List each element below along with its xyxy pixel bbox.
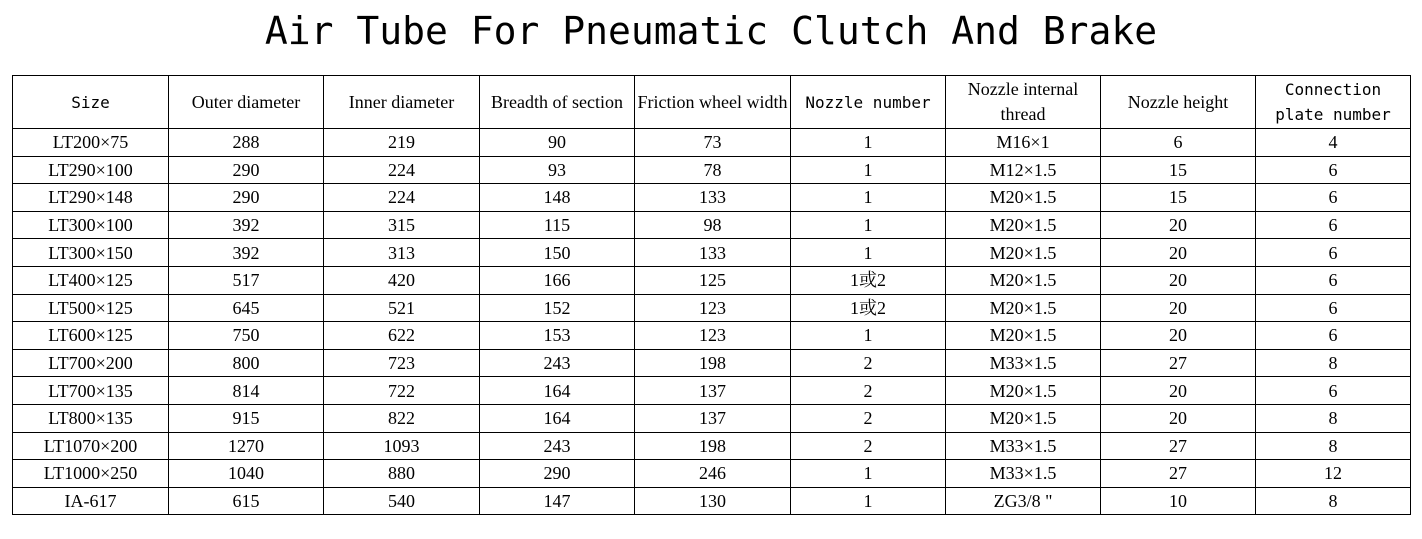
cell-connection-plate-number: 8 — [1256, 432, 1411, 460]
table-row — [13, 432, 1411, 460]
header-nozzle-internal-thread: Nozzle internal thread — [946, 76, 1101, 129]
cell-outer-diameter: 814 — [169, 377, 324, 405]
cell-nozzle-height: 27 — [1101, 349, 1256, 377]
cell-connection-plate-number: 8 — [1256, 487, 1411, 515]
cell-nozzle-internal-thread: M20×1.5 — [946, 184, 1101, 212]
cell-friction-wheel-width: 78 — [635, 156, 791, 184]
table-row — [13, 239, 1411, 267]
cell-nozzle-height: 20 — [1101, 322, 1256, 350]
cell-inner-diameter: 219 — [324, 129, 480, 157]
cell-connection-plate-number: 6 — [1256, 266, 1411, 294]
cell-breadth-of-section: 290 — [480, 460, 635, 488]
cell-connection-plate-number: 8 — [1256, 349, 1411, 377]
cell-connection-plate-number: 12 — [1256, 460, 1411, 488]
cell-friction-wheel-width: 133 — [635, 239, 791, 267]
cell-nozzle-internal-thread: M12×1.5 — [946, 156, 1101, 184]
table-body — [13, 129, 1411, 515]
cell-friction-wheel-width: 123 — [635, 322, 791, 350]
cell-nozzle-number: 1 — [791, 239, 946, 267]
cell-nozzle-internal-thread: M20×1.5 — [946, 377, 1101, 405]
cell-nozzle-number: 1或2 — [791, 294, 946, 322]
cell-nozzle-number: 2 — [791, 432, 946, 460]
cell-breadth-of-section: 243 — [480, 432, 635, 460]
header-row — [13, 76, 1411, 129]
cell-size: LT1070×200 — [13, 432, 169, 460]
cell-nozzle-height: 27 — [1101, 432, 1256, 460]
cell-nozzle-height: 6 — [1101, 129, 1256, 157]
cell-nozzle-number: 1 — [791, 211, 946, 239]
cell-outer-diameter: 290 — [169, 156, 324, 184]
cell-outer-diameter: 392 — [169, 239, 324, 267]
cell-breadth-of-section: 147 — [480, 487, 635, 515]
cell-inner-diameter: 540 — [324, 487, 480, 515]
cell-connection-plate-number: 6 — [1256, 184, 1411, 212]
cell-outer-diameter: 392 — [169, 211, 324, 239]
table-row — [13, 377, 1411, 405]
cell-breadth-of-section: 166 — [480, 266, 635, 294]
cell-inner-diameter: 313 — [324, 239, 480, 267]
cell-nozzle-number: 2 — [791, 349, 946, 377]
cell-breadth-of-section: 93 — [480, 156, 635, 184]
cell-size: LT700×135 — [13, 377, 169, 405]
cell-outer-diameter: 288 — [169, 129, 324, 157]
table-row — [13, 349, 1411, 377]
cell-breadth-of-section: 90 — [480, 129, 635, 157]
cell-outer-diameter: 615 — [169, 487, 324, 515]
cell-nozzle-internal-thread: M33×1.5 — [946, 349, 1101, 377]
cell-inner-diameter: 224 — [324, 156, 480, 184]
cell-friction-wheel-width: 137 — [635, 404, 791, 432]
cell-size: IA-617 — [13, 487, 169, 515]
table-row — [13, 404, 1411, 432]
cell-nozzle-number: 1 — [791, 322, 946, 350]
cell-nozzle-height: 20 — [1101, 404, 1256, 432]
cell-nozzle-number: 1 — [791, 156, 946, 184]
spec-table — [12, 75, 1411, 515]
cell-size: LT800×135 — [13, 404, 169, 432]
cell-connection-plate-number: 6 — [1256, 322, 1411, 350]
cell-inner-diameter: 723 — [324, 349, 480, 377]
cell-breadth-of-section: 243 — [480, 349, 635, 377]
cell-nozzle-number: 2 — [791, 404, 946, 432]
cell-size: LT200×75 — [13, 129, 169, 157]
cell-nozzle-number: 1 — [791, 184, 946, 212]
cell-inner-diameter: 420 — [324, 266, 480, 294]
cell-nozzle-internal-thread: M20×1.5 — [946, 322, 1101, 350]
header-outer-diameter: Outer diameter — [169, 76, 324, 129]
cell-inner-diameter: 722 — [324, 377, 480, 405]
cell-nozzle-internal-thread: M33×1.5 — [946, 432, 1101, 460]
cell-outer-diameter: 290 — [169, 184, 324, 212]
table-row — [13, 460, 1411, 488]
cell-outer-diameter: 915 — [169, 404, 324, 432]
cell-inner-diameter: 521 — [324, 294, 480, 322]
cell-connection-plate-number: 4 — [1256, 129, 1411, 157]
cell-friction-wheel-width: 246 — [635, 460, 791, 488]
cell-friction-wheel-width: 73 — [635, 129, 791, 157]
cell-nozzle-height: 20 — [1101, 377, 1256, 405]
header-nozzle-height: Nozzle height — [1101, 76, 1256, 129]
cell-inner-diameter: 880 — [324, 460, 480, 488]
table-row — [13, 322, 1411, 350]
cell-breadth-of-section: 164 — [480, 377, 635, 405]
cell-nozzle-internal-thread: M20×1.5 — [946, 294, 1101, 322]
cell-nozzle-height: 20 — [1101, 294, 1256, 322]
cell-breadth-of-section: 152 — [480, 294, 635, 322]
cell-nozzle-internal-thread: M20×1.5 — [946, 404, 1101, 432]
table-row — [13, 294, 1411, 322]
cell-nozzle-height: 20 — [1101, 266, 1256, 294]
cell-nozzle-internal-thread: ZG3/8 " — [946, 487, 1101, 515]
table-row — [13, 156, 1411, 184]
header-connection-plate-number: Connection plate number — [1256, 76, 1411, 129]
table-header — [13, 76, 1411, 129]
cell-friction-wheel-width: 137 — [635, 377, 791, 405]
cell-nozzle-height: 10 — [1101, 487, 1256, 515]
cell-outer-diameter: 517 — [169, 266, 324, 294]
cell-inner-diameter: 224 — [324, 184, 480, 212]
cell-friction-wheel-width: 198 — [635, 349, 791, 377]
cell-nozzle-height: 15 — [1101, 156, 1256, 184]
cell-outer-diameter: 645 — [169, 294, 324, 322]
cell-size: LT290×100 — [13, 156, 169, 184]
cell-size: LT400×125 — [13, 266, 169, 294]
cell-connection-plate-number: 6 — [1256, 294, 1411, 322]
cell-size: LT300×100 — [13, 211, 169, 239]
header-breadth-of-section: Breadth of section — [480, 76, 635, 129]
table-row — [13, 266, 1411, 294]
cell-breadth-of-section: 115 — [480, 211, 635, 239]
cell-friction-wheel-width: 123 — [635, 294, 791, 322]
cell-nozzle-internal-thread: M20×1.5 — [946, 211, 1101, 239]
cell-nozzle-number: 1或2 — [791, 266, 946, 294]
table-row — [13, 129, 1411, 157]
cell-size: LT300×150 — [13, 239, 169, 267]
cell-connection-plate-number: 6 — [1256, 377, 1411, 405]
cell-connection-plate-number: 6 — [1256, 211, 1411, 239]
cell-friction-wheel-width: 98 — [635, 211, 791, 239]
cell-nozzle-internal-thread: M20×1.5 — [946, 266, 1101, 294]
cell-friction-wheel-width: 133 — [635, 184, 791, 212]
table-row — [13, 211, 1411, 239]
cell-breadth-of-section: 150 — [480, 239, 635, 267]
cell-nozzle-number: 1 — [791, 487, 946, 515]
cell-nozzle-height: 20 — [1101, 239, 1256, 267]
cell-nozzle-height: 27 — [1101, 460, 1256, 488]
cell-outer-diameter: 800 — [169, 349, 324, 377]
header-nozzle-number: Nozzle number — [791, 76, 946, 129]
cell-size: LT1000×250 — [13, 460, 169, 488]
cell-nozzle-height: 15 — [1101, 184, 1256, 212]
table-row — [13, 184, 1411, 212]
cell-connection-plate-number: 8 — [1256, 404, 1411, 432]
cell-nozzle-internal-thread: M33×1.5 — [946, 460, 1101, 488]
cell-inner-diameter: 822 — [324, 404, 480, 432]
cell-size: LT700×200 — [13, 349, 169, 377]
page-title: Air Tube For Pneumatic Clutch And Brake — [264, 9, 1158, 53]
header-size: Size — [13, 76, 169, 129]
cell-friction-wheel-width: 198 — [635, 432, 791, 460]
table-row — [13, 487, 1411, 515]
cell-friction-wheel-width: 125 — [635, 266, 791, 294]
cell-breadth-of-section: 164 — [480, 404, 635, 432]
cell-inner-diameter: 1093 — [324, 432, 480, 460]
cell-outer-diameter: 1040 — [169, 460, 324, 488]
cell-outer-diameter: 1270 — [169, 432, 324, 460]
header-inner-diameter: Inner diameter — [324, 76, 480, 129]
cell-inner-diameter: 315 — [324, 211, 480, 239]
cell-nozzle-internal-thread: M16×1 — [946, 129, 1101, 157]
cell-connection-plate-number: 6 — [1256, 239, 1411, 267]
cell-nozzle-number: 1 — [791, 129, 946, 157]
cell-breadth-of-section: 153 — [480, 322, 635, 350]
cell-outer-diameter: 750 — [169, 322, 324, 350]
cell-breadth-of-section: 148 — [480, 184, 635, 212]
cell-inner-diameter: 622 — [324, 322, 480, 350]
cell-size: LT500×125 — [13, 294, 169, 322]
cell-size: LT290×148 — [13, 184, 169, 212]
cell-connection-plate-number: 6 — [1256, 156, 1411, 184]
cell-nozzle-number: 2 — [791, 377, 946, 405]
cell-nozzle-height: 20 — [1101, 211, 1256, 239]
cell-nozzle-number: 1 — [791, 460, 946, 488]
cell-friction-wheel-width: 130 — [635, 487, 791, 515]
cell-nozzle-internal-thread: M20×1.5 — [946, 239, 1101, 267]
header-friction-wheel-width: Friction wheel width — [635, 76, 791, 129]
cell-size: LT600×125 — [13, 322, 169, 350]
